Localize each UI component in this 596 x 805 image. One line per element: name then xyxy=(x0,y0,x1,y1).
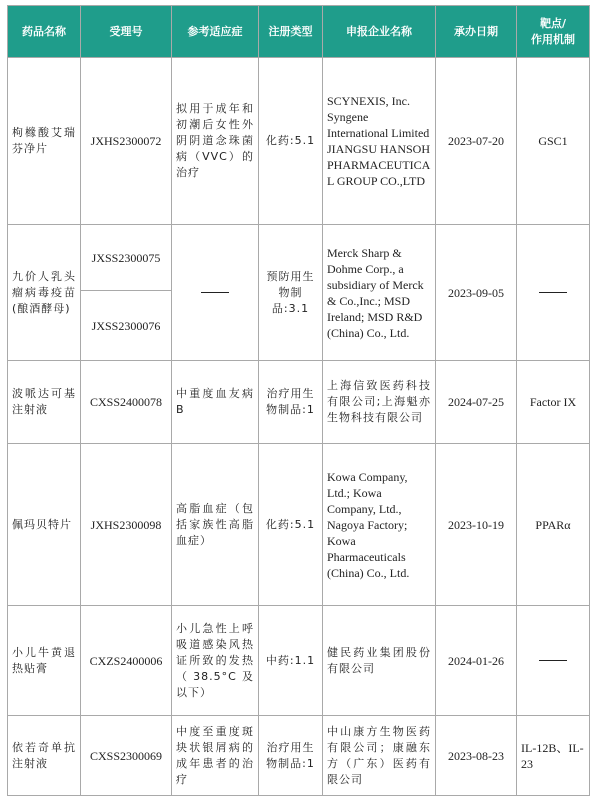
dash-mark xyxy=(201,292,229,293)
drug-name-cell: 依若奇单抗注射液 xyxy=(8,716,81,796)
indication-cell: 中度至重度斑块状银屑病的成年患者的治疗 xyxy=(172,716,259,796)
reg-type-cell: 治疗用生物制品:1 xyxy=(259,361,323,444)
reg-type-cell: 化药:5.1 xyxy=(259,444,323,606)
table-row xyxy=(8,225,590,291)
indication-cell: 小儿急性上呼吸道感染风热证所致的发热（38.5°C及以下） xyxy=(172,606,259,716)
company-cell: Kowa Company, Ltd.; Kowa Company, Ltd., Nagoya Factory; Kowa Pharmaceuticals (China) Co., Ltd. xyxy=(323,444,436,606)
accept-no-cell: JXSS2300075 xyxy=(81,225,172,291)
dash-mark xyxy=(539,660,567,661)
date-cell: 2023-07-20 xyxy=(436,58,517,225)
date-cell: 2024-01-26 xyxy=(436,606,517,716)
company-cell: Merck Sharp & Dohme Corp., a subsidiary of Merck & Co.,Inc.; MSD Ireland; MSD R&D (China) Co., Ltd. xyxy=(323,225,436,361)
accept-no-cell: JXHS2300098 xyxy=(81,444,172,606)
dash-mark xyxy=(539,292,567,293)
indication-cell: 中重度血友病B xyxy=(172,361,259,444)
indication-cell xyxy=(172,225,259,361)
date-cell: 2023-08-23 xyxy=(436,716,517,796)
table-row xyxy=(8,716,590,796)
company-cell: SCYNEXIS, Inc. Syngene International Limited JIANGSU HANSOH PHARMACEUTICAL GROUP CO.,LTD xyxy=(323,58,436,225)
table-row xyxy=(8,606,590,716)
reg-type-cell: 预防用生物制品:3.1 xyxy=(259,225,323,361)
company-cell: 健民药业集团股份有限公司 xyxy=(323,606,436,716)
reg-type-cell: 化药:5.1 xyxy=(259,58,323,225)
drug-name-cell: 小儿牛黄退热贴膏 xyxy=(8,606,81,716)
drug-name-cell: 佩玛贝特片 xyxy=(8,444,81,606)
table-row xyxy=(8,444,590,606)
target-cell: PPARα xyxy=(517,444,590,606)
header-reg-type: 注册类型 xyxy=(259,6,323,58)
table-row xyxy=(8,361,590,444)
target-cell xyxy=(517,606,590,716)
accept-no-cell: JXSS2300076 xyxy=(81,291,172,361)
header-target xyxy=(517,6,590,58)
drug-name-cell: 波哌达可基注射液 xyxy=(8,361,81,444)
header-company: 申报企业名称 xyxy=(323,6,436,58)
table-row xyxy=(8,58,590,225)
accept-no-cell: JXHS2300072 xyxy=(81,58,172,225)
target-cell xyxy=(517,225,590,361)
drug-name-cell: 九价人乳头瘤病毒疫苗(酿酒酵母) xyxy=(8,225,81,361)
header-date: 承办日期 xyxy=(436,6,517,58)
reg-type-cell: 治疗用生物制品:1 xyxy=(259,716,323,796)
header-target-line2: 作用机制 xyxy=(531,32,575,46)
accept-no-cell: CXZS2400006 xyxy=(81,606,172,716)
header-row xyxy=(8,6,590,58)
drug-name-cell: 枸橼酸艾瑞芬净片 xyxy=(8,58,81,225)
date-cell: 2023-09-05 xyxy=(436,225,517,361)
date-cell: 2023-10-19 xyxy=(436,444,517,606)
company-cell: 中山康方生物医药有限公司；康融东方（广东）医药有限公司 xyxy=(323,716,436,796)
drug-registration-table xyxy=(7,5,590,796)
accept-no-cell: CXSS2300069 xyxy=(81,716,172,796)
header-drug-name: 药品名称 xyxy=(8,6,81,58)
header-target-line1: 靶点/ xyxy=(539,16,567,30)
target-cell: GSC1 xyxy=(517,58,590,225)
indication-cell: 高脂血症（包括家族性高脂血症） xyxy=(172,444,259,606)
target-cell: Factor IX xyxy=(517,361,590,444)
indication-cell: 拟用于成年和初潮后女性外阴阴道念珠菌病（VVC）的治疗 xyxy=(172,58,259,225)
target-cell: IL-12B、IL-23 xyxy=(517,716,590,796)
accept-no-cell: CXSS2400078 xyxy=(81,361,172,444)
header-indication: 参考适应症 xyxy=(172,6,259,58)
reg-type-cell: 中药:1.1 xyxy=(259,606,323,716)
company-cell: 上海信致医药科技有限公司;上海魁亦生物科技有限公司 xyxy=(323,361,436,444)
header-accept-no: 受理号 xyxy=(81,6,172,58)
date-cell: 2024-07-25 xyxy=(436,361,517,444)
